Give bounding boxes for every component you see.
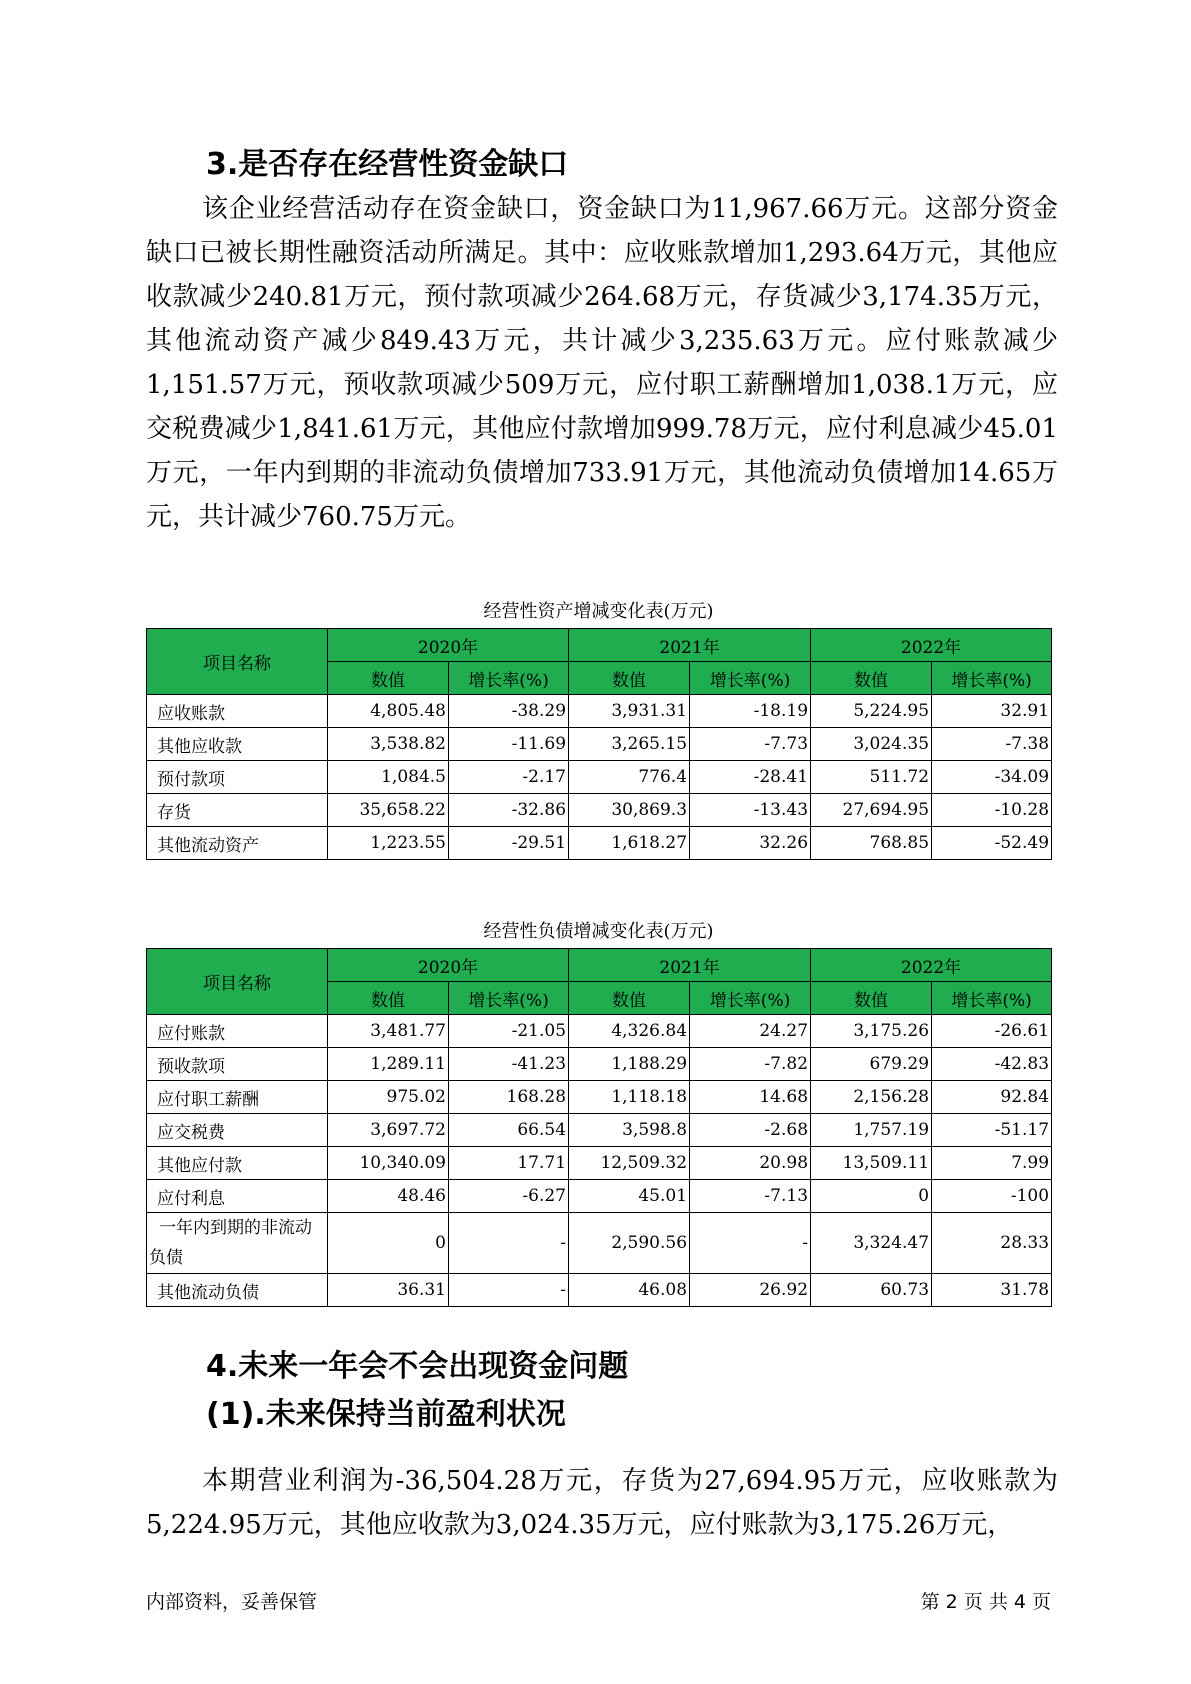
row-label: 一年内到期的非流动负债 bbox=[147, 1213, 328, 1274]
value-header: 数值 bbox=[569, 662, 690, 695]
section-4-heading: 4.未来一年会不会出现资金问题 bbox=[206, 1349, 629, 1384]
section-4-paragraph: 本期营业利润为-36,504.28万元，存货为27,694.95万元，应收账款为5,224.95万元，其他应收款为3,024.35万元，应付账款为3,175.26万元， bbox=[146, 1466, 1058, 1540]
growth-cell: - bbox=[449, 1274, 569, 1307]
footer-page-number: 第 2 页 共 4 页 bbox=[920, 1591, 1051, 1613]
value-cell: 30,869.3 bbox=[569, 794, 690, 827]
value-cell: 12,509.32 bbox=[569, 1147, 690, 1180]
table-row bbox=[147, 794, 1052, 827]
value-cell: 3,598.8 bbox=[569, 1114, 690, 1147]
growth-cell: -6.27 bbox=[449, 1180, 569, 1213]
growth-header: 增长率(%) bbox=[690, 662, 811, 695]
growth-cell: 32.26 bbox=[690, 827, 811, 860]
value-cell: 46.08 bbox=[569, 1274, 690, 1307]
row-label: 其他流动资产 bbox=[147, 827, 328, 860]
table-row bbox=[147, 1274, 1052, 1307]
growth-cell: -13.43 bbox=[690, 794, 811, 827]
growth-cell: 66.54 bbox=[449, 1114, 569, 1147]
assets-table bbox=[146, 628, 1052, 860]
growth-cell: -42.83 bbox=[932, 1048, 1052, 1081]
year-header: 2020年 bbox=[328, 629, 569, 662]
growth-cell: -18.19 bbox=[690, 695, 811, 728]
value-cell: 3,175.26 bbox=[811, 1015, 932, 1048]
value-cell: 3,265.15 bbox=[569, 728, 690, 761]
row-label: 存货 bbox=[147, 794, 328, 827]
growth-cell: -100 bbox=[932, 1180, 1052, 1213]
value-cell: 13,509.11 bbox=[811, 1147, 932, 1180]
value-cell: 4,326.84 bbox=[569, 1015, 690, 1048]
table-row bbox=[147, 1213, 1052, 1274]
row-label: 其他流动负债 bbox=[147, 1274, 328, 1307]
liabilities-table bbox=[146, 948, 1052, 1307]
growth-cell: 17.71 bbox=[449, 1147, 569, 1180]
value-cell: 768.85 bbox=[811, 827, 932, 860]
year-header: 2021年 bbox=[569, 629, 811, 662]
assets-table-body bbox=[147, 695, 1052, 860]
growth-cell: -51.17 bbox=[932, 1114, 1052, 1147]
growth-cell: 24.27 bbox=[690, 1015, 811, 1048]
value-cell: 2,590.56 bbox=[569, 1213, 690, 1274]
value-header: 数值 bbox=[328, 982, 449, 1015]
row-label: 预付款项 bbox=[147, 761, 328, 794]
growth-cell: -11.69 bbox=[449, 728, 569, 761]
table-row bbox=[147, 761, 1052, 794]
value-header: 数值 bbox=[811, 662, 932, 695]
growth-cell: -2.17 bbox=[449, 761, 569, 794]
growth-cell: 168.28 bbox=[449, 1081, 569, 1114]
value-cell: 3,697.72 bbox=[328, 1114, 449, 1147]
value-header: 数值 bbox=[328, 662, 449, 695]
liabilities-table-body bbox=[147, 1015, 1052, 1307]
value-cell: 27,694.95 bbox=[811, 794, 932, 827]
value-cell: 1,118.18 bbox=[569, 1081, 690, 1114]
growth-cell: 7.99 bbox=[932, 1147, 1052, 1180]
growth-cell: 32.91 bbox=[932, 695, 1052, 728]
year-header: 2022年 bbox=[811, 629, 1052, 662]
year-header: 2022年 bbox=[811, 949, 1052, 982]
table-row bbox=[147, 1015, 1052, 1048]
growth-cell: -2.68 bbox=[690, 1114, 811, 1147]
growth-cell: 26.92 bbox=[690, 1274, 811, 1307]
growth-cell: - bbox=[449, 1213, 569, 1274]
section-3-paragraph: 该企业经营活动存在资金缺口，资金缺口为11,967.66万元。这部分资金缺口已被长期性融资活动所满足。其中：应收账款增加1,293.64万元，其他应收款减少240.81万元，预付款项减少264.68万元，存货减少3,174.35万元，其他流动资产减少849.43万元，共计减少3,235.63万元。应付账款减少1,151.57万元，预收款项减少509万元，应付职工薪酬增加1,038.1万元，应交税费减少1,841.61万元，其他应付款增加999.78万元，应付利息减少45.01万元，一年内到期的非流动负债增加733.91万元，其他流动负债增加14.65万元，共计减少760.75万元。 bbox=[146, 194, 1058, 532]
item-name-header: 项目名称 bbox=[147, 629, 328, 695]
growth-cell: -21.05 bbox=[449, 1015, 569, 1048]
growth-cell: -7.38 bbox=[932, 728, 1052, 761]
row-label: 应付利息 bbox=[147, 1180, 328, 1213]
value-cell: 48.46 bbox=[328, 1180, 449, 1213]
value-cell: 5,224.95 bbox=[811, 695, 932, 728]
growth-cell: -26.61 bbox=[932, 1015, 1052, 1048]
table-row bbox=[147, 1048, 1052, 1081]
growth-cell: 20.98 bbox=[690, 1147, 811, 1180]
row-label: 应付账款 bbox=[147, 1015, 328, 1048]
value-cell: 36.31 bbox=[328, 1274, 449, 1307]
liabilities-table-caption: 经营性负债增减变化表(万元) bbox=[483, 921, 714, 942]
row-label: 其他应付款 bbox=[147, 1147, 328, 1180]
growth-cell: 31.78 bbox=[932, 1274, 1052, 1307]
row-label: 预收款项 bbox=[147, 1048, 328, 1081]
value-header: 数值 bbox=[569, 982, 690, 1015]
table-row bbox=[147, 1081, 1052, 1114]
value-cell: 35,658.22 bbox=[328, 794, 449, 827]
value-cell: 4,805.48 bbox=[328, 695, 449, 728]
growth-header: 增长率(%) bbox=[932, 982, 1052, 1015]
growth-cell: -32.86 bbox=[449, 794, 569, 827]
growth-cell: -10.28 bbox=[932, 794, 1052, 827]
value-cell: 3,024.35 bbox=[811, 728, 932, 761]
value-cell: 60.73 bbox=[811, 1274, 932, 1307]
value-cell: 0 bbox=[811, 1180, 932, 1213]
value-cell: 679.29 bbox=[811, 1048, 932, 1081]
row-label: 应交税费 bbox=[147, 1114, 328, 1147]
growth-cell: -7.13 bbox=[690, 1180, 811, 1213]
value-cell: 10,340.09 bbox=[328, 1147, 449, 1180]
table-row bbox=[147, 1147, 1052, 1180]
value-cell: 1,289.11 bbox=[328, 1048, 449, 1081]
value-cell: 1,757.19 bbox=[811, 1114, 932, 1147]
growth-cell: 14.68 bbox=[690, 1081, 811, 1114]
item-name-header: 项目名称 bbox=[147, 949, 328, 1015]
row-label: 其他应收款 bbox=[147, 728, 328, 761]
value-header: 数值 bbox=[811, 982, 932, 1015]
growth-cell: -29.51 bbox=[449, 827, 569, 860]
growth-header: 增长率(%) bbox=[449, 662, 569, 695]
growth-cell: 92.84 bbox=[932, 1081, 1052, 1114]
assets-table-caption: 经营性资产增减变化表(万元) bbox=[483, 601, 714, 622]
year-header: 2020年 bbox=[328, 949, 569, 982]
value-cell: 3,324.47 bbox=[811, 1213, 932, 1274]
value-cell: 2,156.28 bbox=[811, 1081, 932, 1114]
section-4-subheading: (1).未来保持当前盈利状况 bbox=[206, 1397, 566, 1432]
value-cell: 3,538.82 bbox=[328, 728, 449, 761]
value-cell: 776.4 bbox=[569, 761, 690, 794]
value-cell: 1,188.29 bbox=[569, 1048, 690, 1081]
growth-header: 增长率(%) bbox=[690, 982, 811, 1015]
value-cell: 1,223.55 bbox=[328, 827, 449, 860]
growth-cell: 28.33 bbox=[932, 1213, 1052, 1274]
growth-cell: -34.09 bbox=[932, 761, 1052, 794]
footer-confidential-note: 内部资料，妥善保管 bbox=[146, 1591, 318, 1613]
table-row bbox=[147, 1180, 1052, 1213]
growth-cell: -38.29 bbox=[449, 695, 569, 728]
value-cell: 3,481.77 bbox=[328, 1015, 449, 1048]
value-cell: 975.02 bbox=[328, 1081, 449, 1114]
row-label: 应收账款 bbox=[147, 695, 328, 728]
value-cell: 1,084.5 bbox=[328, 761, 449, 794]
row-label: 应付职工薪酬 bbox=[147, 1081, 328, 1114]
liabilities-header-row-years bbox=[147, 949, 1052, 982]
growth-cell: -7.82 bbox=[690, 1048, 811, 1081]
value-cell: 511.72 bbox=[811, 761, 932, 794]
section-3-heading: 3.是否存在经营性资金缺口 bbox=[206, 147, 569, 182]
growth-header: 增长率(%) bbox=[932, 662, 1052, 695]
growth-cell: -28.41 bbox=[690, 761, 811, 794]
value-cell: 3,931.31 bbox=[569, 695, 690, 728]
year-header: 2021年 bbox=[569, 949, 811, 982]
growth-header: 增长率(%) bbox=[449, 982, 569, 1015]
growth-cell: -41.23 bbox=[449, 1048, 569, 1081]
growth-cell: -52.49 bbox=[932, 827, 1052, 860]
value-cell: 45.01 bbox=[569, 1180, 690, 1213]
value-cell: 0 bbox=[328, 1213, 449, 1274]
growth-cell: -7.73 bbox=[690, 728, 811, 761]
table-row bbox=[147, 728, 1052, 761]
table-row bbox=[147, 1114, 1052, 1147]
value-cell: 1,618.27 bbox=[569, 827, 690, 860]
growth-cell: - bbox=[690, 1213, 811, 1274]
table-row bbox=[147, 695, 1052, 728]
table-row bbox=[147, 827, 1052, 860]
assets-header-row-years bbox=[147, 629, 1052, 662]
